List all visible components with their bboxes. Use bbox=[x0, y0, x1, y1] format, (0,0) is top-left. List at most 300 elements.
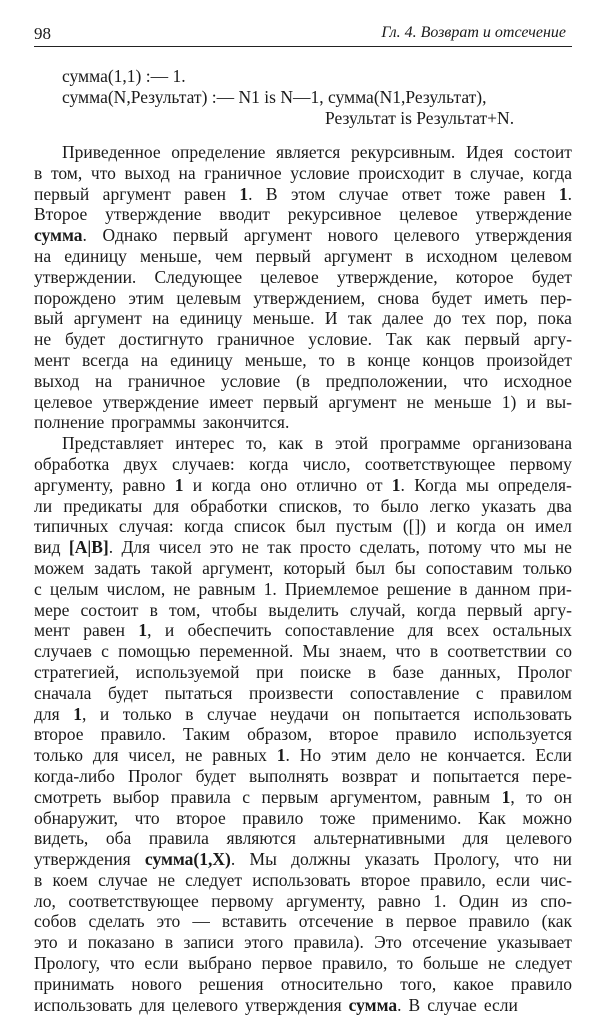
text-line bbox=[34, 620, 572, 641]
word: произвести bbox=[249, 682, 334, 703]
word: целевого bbox=[171, 994, 238, 1015]
word: этой bbox=[335, 433, 369, 454]
word: Как bbox=[478, 807, 506, 828]
word: пока bbox=[537, 308, 572, 329]
text-line bbox=[34, 475, 572, 496]
word: до bbox=[433, 308, 452, 329]
word: что bbox=[109, 953, 135, 974]
word: базе bbox=[392, 661, 424, 682]
text-line bbox=[34, 496, 572, 517]
word: равным bbox=[198, 578, 256, 599]
word: рекурсивное bbox=[287, 204, 382, 225]
word: Если bbox=[535, 745, 572, 766]
word: обнаружит, bbox=[34, 807, 118, 828]
word: утверждение bbox=[102, 391, 200, 412]
word: в bbox=[34, 869, 43, 890]
word: только bbox=[34, 745, 84, 766]
word: когда bbox=[532, 162, 572, 183]
word: равен bbox=[184, 183, 226, 204]
word: нового bbox=[131, 973, 182, 994]
word: 1. bbox=[433, 890, 447, 911]
word: Прологу, bbox=[433, 849, 500, 870]
word: оно bbox=[260, 474, 287, 495]
word: ло, bbox=[34, 890, 56, 911]
word: том, bbox=[50, 162, 83, 183]
word: том, bbox=[169, 599, 201, 620]
word: чем bbox=[214, 245, 243, 266]
text-line bbox=[34, 891, 572, 912]
word: следует bbox=[185, 869, 243, 890]
word: пор, bbox=[496, 308, 528, 329]
word: сопоставление bbox=[284, 620, 395, 641]
word: имеет bbox=[209, 391, 253, 412]
word: исходном bbox=[426, 245, 498, 266]
word: видеть, bbox=[34, 828, 89, 849]
word: в bbox=[367, 661, 377, 682]
word: так bbox=[267, 537, 292, 558]
paragraph bbox=[34, 433, 572, 1015]
text-line bbox=[34, 142, 572, 163]
word: чисел, bbox=[128, 745, 176, 766]
word: дело bbox=[376, 745, 411, 766]
word: помощью bbox=[118, 641, 191, 662]
word: так bbox=[347, 308, 373, 329]
word: сумма(1,X). bbox=[144, 849, 236, 870]
word: в bbox=[429, 641, 439, 662]
word: попытается bbox=[373, 703, 461, 724]
word: который bbox=[283, 557, 346, 578]
word: первому bbox=[211, 890, 274, 911]
word: пере- bbox=[532, 765, 572, 786]
word: вый bbox=[34, 308, 64, 329]
text-line bbox=[34, 911, 572, 932]
bold-term: 1 bbox=[73, 703, 82, 724]
text-line bbox=[34, 745, 572, 766]
word: этим bbox=[330, 745, 367, 766]
word: нового bbox=[327, 225, 379, 246]
text-line bbox=[34, 953, 572, 974]
word: что bbox=[134, 807, 160, 828]
word: для bbox=[34, 703, 60, 724]
word: сумма. bbox=[34, 225, 87, 246]
word: снова bbox=[377, 287, 420, 308]
word: не bbox=[185, 745, 203, 766]
word: оба bbox=[105, 828, 132, 849]
word: целевом bbox=[510, 245, 572, 266]
word: для bbox=[462, 828, 489, 849]
word: Однако bbox=[102, 225, 158, 246]
word: утверждении. bbox=[34, 266, 137, 287]
word: то, bbox=[246, 433, 267, 454]
word: аргумент bbox=[243, 225, 312, 246]
word: этом bbox=[290, 183, 326, 204]
text-line bbox=[34, 454, 572, 475]
word: он bbox=[506, 516, 525, 537]
word: аргументу, bbox=[286, 890, 366, 911]
word: граничное bbox=[217, 329, 295, 350]
word: сумма. bbox=[348, 994, 402, 1015]
word: в bbox=[453, 162, 462, 183]
word: спо- bbox=[540, 890, 572, 911]
text-line bbox=[34, 787, 572, 808]
word: смотреть bbox=[34, 786, 102, 807]
word: правило. bbox=[100, 724, 166, 745]
word: концов bbox=[422, 349, 475, 370]
word: когда bbox=[184, 516, 224, 537]
bold-term: 1 bbox=[558, 183, 568, 204]
bold-term: 1 bbox=[501, 786, 511, 807]
word: что bbox=[463, 370, 489, 391]
word: от bbox=[366, 474, 383, 495]
word: в bbox=[185, 703, 194, 724]
word: на bbox=[178, 162, 196, 183]
word: сопоставим bbox=[425, 557, 513, 578]
word: второе bbox=[329, 724, 379, 745]
word: образом, bbox=[247, 724, 312, 745]
word: мы bbox=[523, 537, 547, 558]
word: иметь bbox=[484, 287, 528, 308]
word: обработка bbox=[34, 453, 110, 474]
text-line bbox=[34, 766, 572, 787]
word: с bbox=[242, 786, 251, 807]
word: решение bbox=[386, 578, 452, 599]
word: мент bbox=[34, 620, 70, 641]
word: 1, bbox=[501, 786, 515, 807]
word: рекурсивным. bbox=[351, 142, 456, 162]
text-line bbox=[34, 704, 572, 725]
word: если bbox=[483, 994, 518, 1015]
text-line bbox=[34, 433, 572, 454]
word: Таким bbox=[183, 724, 231, 745]
word: то bbox=[397, 953, 414, 974]
word: сделать bbox=[88, 911, 145, 932]
word: не bbox=[34, 329, 52, 350]
word: равных bbox=[212, 745, 267, 766]
word: сделать, bbox=[359, 537, 420, 558]
word: что bbox=[395, 641, 421, 662]
word: на bbox=[94, 370, 113, 391]
word: и bbox=[436, 516, 446, 537]
word: можем bbox=[34, 557, 85, 578]
word: утверждения bbox=[475, 225, 572, 246]
word: сопоставление bbox=[349, 682, 460, 703]
word: не bbox=[420, 745, 438, 766]
word: для bbox=[407, 620, 434, 641]
word: будет bbox=[431, 287, 472, 308]
word: первое bbox=[261, 953, 313, 974]
word: показано bbox=[87, 932, 155, 953]
word: определя- bbox=[498, 474, 572, 495]
word: Мы bbox=[249, 849, 277, 870]
word: аргументу, bbox=[34, 474, 114, 495]
word: для bbox=[92, 745, 119, 766]
word: — bbox=[192, 911, 210, 932]
word: первый bbox=[263, 391, 319, 412]
word: и bbox=[192, 474, 203, 495]
word: в bbox=[314, 433, 324, 454]
word: знаем, bbox=[339, 641, 387, 662]
word: являются bbox=[226, 828, 296, 849]
word: чтобы bbox=[211, 599, 258, 620]
word: организована bbox=[472, 433, 572, 454]
word: когда bbox=[211, 474, 251, 495]
word: граничное bbox=[127, 370, 206, 391]
word: выбор bbox=[112, 786, 160, 807]
word: Идея bbox=[465, 142, 504, 162]
text-line bbox=[34, 371, 572, 392]
word: правила bbox=[170, 786, 231, 807]
bold-term: сумма bbox=[34, 225, 83, 246]
word: как bbox=[278, 433, 304, 454]
word: поиске bbox=[300, 661, 352, 682]
word: в bbox=[34, 162, 43, 183]
word: и bbox=[164, 620, 175, 641]
word: соответствующее bbox=[68, 890, 199, 911]
word: условие bbox=[290, 162, 350, 183]
word: аргумент, bbox=[202, 557, 274, 578]
word: состоит bbox=[80, 599, 139, 620]
word: случае bbox=[338, 183, 389, 204]
code-listing bbox=[62, 66, 514, 129]
word: соответствии bbox=[447, 641, 547, 662]
word: переменной. bbox=[199, 641, 294, 662]
word: порождено bbox=[34, 287, 117, 308]
word: коем bbox=[52, 869, 88, 890]
word: имел bbox=[534, 516, 572, 537]
word: с bbox=[101, 641, 109, 662]
word: определение bbox=[171, 142, 266, 162]
word: вставить bbox=[221, 911, 287, 932]
word: при bbox=[256, 661, 284, 682]
word: закончится. bbox=[202, 412, 290, 433]
word: ответ bbox=[401, 183, 442, 204]
text-line bbox=[34, 724, 572, 745]
word: равно bbox=[122, 474, 166, 495]
word: целевое bbox=[260, 266, 319, 287]
word: аргу- bbox=[533, 599, 572, 620]
word: когда bbox=[456, 516, 496, 537]
word: что bbox=[490, 537, 516, 558]
word: ни bbox=[553, 849, 572, 870]
word: предикаты bbox=[63, 495, 143, 516]
text-line bbox=[34, 225, 572, 246]
word: данных, bbox=[440, 661, 501, 682]
code-line: сумма(1,1) :— 1. bbox=[62, 66, 186, 86]
word: просто bbox=[299, 537, 351, 558]
word: первый bbox=[464, 329, 520, 350]
word: Когда bbox=[414, 474, 457, 495]
text-line bbox=[34, 350, 572, 371]
word: правило bbox=[395, 724, 457, 745]
word: можно bbox=[522, 807, 572, 828]
word: правило bbox=[511, 973, 572, 994]
text-line bbox=[34, 600, 572, 621]
page-header bbox=[34, 22, 572, 47]
word: 1. bbox=[558, 183, 572, 204]
word bbox=[175, 475, 184, 496]
word: целевым bbox=[176, 287, 242, 308]
word: В bbox=[408, 994, 421, 1015]
word: не bbox=[157, 869, 175, 890]
word: единицу bbox=[64, 245, 127, 266]
word: должны bbox=[291, 849, 351, 870]
word: отсечение bbox=[412, 932, 487, 953]
word: пытаться bbox=[164, 682, 233, 703]
word: Следующее bbox=[154, 266, 243, 287]
word: обработки bbox=[190, 495, 268, 516]
bold-term: 1 bbox=[174, 474, 184, 495]
word: Так bbox=[385, 329, 413, 350]
text-line bbox=[34, 246, 572, 267]
word: вводит bbox=[219, 204, 270, 225]
text-line bbox=[34, 412, 572, 433]
word: случае bbox=[98, 869, 148, 890]
word: предположении, bbox=[325, 370, 448, 391]
word: утверждение, bbox=[336, 266, 438, 287]
word: аргумент bbox=[324, 245, 393, 266]
word: принимать bbox=[34, 973, 115, 994]
word: происходит bbox=[358, 162, 445, 183]
word: это bbox=[34, 932, 58, 953]
word: чисел bbox=[158, 537, 202, 558]
word: исходное bbox=[503, 370, 572, 391]
word: пустым bbox=[335, 516, 393, 537]
word: Для bbox=[121, 537, 151, 558]
word: того, bbox=[400, 973, 437, 994]
word: всегда bbox=[81, 349, 129, 370]
word: программы bbox=[111, 412, 196, 433]
word: 1. bbox=[239, 183, 253, 204]
word: правила bbox=[148, 828, 209, 849]
text-line bbox=[34, 267, 572, 288]
word: этим bbox=[128, 287, 164, 308]
word: не bbox=[488, 953, 506, 974]
word: он bbox=[553, 786, 572, 807]
word: решения bbox=[199, 973, 264, 994]
word: мент bbox=[34, 349, 70, 370]
word: двух bbox=[123, 453, 158, 474]
word: правило, bbox=[420, 869, 486, 890]
word: чис- bbox=[540, 869, 572, 890]
word: конце bbox=[367, 349, 411, 370]
word: данном bbox=[475, 578, 531, 599]
word: будет bbox=[107, 682, 149, 703]
word: из bbox=[511, 890, 528, 911]
word: Прологу, bbox=[34, 953, 100, 974]
word: правило bbox=[468, 911, 530, 932]
word: Пролог bbox=[128, 765, 183, 786]
word: был bbox=[296, 516, 326, 537]
word: Мы bbox=[302, 641, 330, 662]
word: всех bbox=[446, 620, 480, 641]
bold-term: [A|B] bbox=[68, 537, 109, 558]
word: если bbox=[495, 869, 531, 890]
word: он bbox=[342, 703, 361, 724]
word: Приемлемое bbox=[284, 578, 379, 599]
word: меньше, bbox=[139, 245, 202, 266]
code-line: сумма(N,Результат) :— N1 is N—1, сумма(N1,Результат), bbox=[62, 87, 487, 107]
word: случае, bbox=[470, 162, 524, 183]
word: равен bbox=[83, 620, 126, 641]
word: если bbox=[144, 953, 179, 974]
word: указать bbox=[364, 849, 420, 870]
word: в bbox=[149, 599, 158, 620]
text-line bbox=[34, 870, 572, 891]
word: (в bbox=[295, 370, 311, 391]
word: типичных bbox=[34, 516, 109, 537]
text-line bbox=[34, 579, 572, 600]
word: правило, bbox=[322, 953, 388, 974]
text-line bbox=[34, 204, 572, 225]
word: меньше. bbox=[252, 308, 315, 329]
word: потому bbox=[428, 537, 482, 558]
word: не bbox=[554, 537, 572, 558]
text-line bbox=[34, 662, 572, 683]
word: равно bbox=[377, 890, 421, 911]
word: возврат bbox=[341, 765, 398, 786]
word: второе bbox=[34, 724, 84, 745]
word: применимо. bbox=[372, 807, 462, 828]
text-line bbox=[34, 288, 572, 309]
word: вид bbox=[34, 537, 61, 558]
word: использовать bbox=[34, 994, 133, 1015]
text-line bbox=[34, 537, 572, 558]
word: это bbox=[156, 911, 181, 932]
word: целевое bbox=[399, 204, 458, 225]
text-line bbox=[34, 828, 572, 849]
word: отсечение bbox=[298, 911, 374, 932]
word: использовать bbox=[473, 703, 572, 724]
word: указать bbox=[481, 495, 536, 516]
word: условие. bbox=[308, 329, 373, 350]
word: на bbox=[140, 349, 159, 370]
word: 1) bbox=[501, 391, 517, 412]
word: только bbox=[522, 557, 572, 578]
word: в bbox=[385, 911, 394, 932]
word: это bbox=[209, 537, 234, 558]
word: мы bbox=[466, 474, 489, 495]
word: выбрано bbox=[188, 953, 252, 974]
word: выполнять bbox=[248, 765, 329, 786]
word: пер- bbox=[540, 287, 572, 308]
word: меньше bbox=[434, 391, 492, 412]
word: с bbox=[34, 578, 42, 599]
word: используемой bbox=[135, 661, 240, 682]
word: в bbox=[164, 932, 174, 953]
word: в bbox=[405, 245, 414, 266]
word: второе bbox=[360, 869, 411, 890]
word: равным bbox=[433, 786, 491, 807]
word: Это bbox=[374, 932, 402, 953]
word: равен bbox=[503, 183, 546, 204]
word: обеспечить bbox=[187, 620, 272, 641]
word: выделить bbox=[268, 599, 339, 620]
word: не bbox=[173, 578, 191, 599]
word: число, bbox=[302, 453, 351, 474]
text-line bbox=[34, 516, 572, 537]
word: задать bbox=[94, 557, 141, 578]
word: выход bbox=[34, 370, 80, 391]
word: попытается bbox=[433, 765, 520, 786]
word: которое bbox=[455, 266, 514, 287]
text-line bbox=[34, 849, 572, 870]
word: целевого bbox=[393, 225, 460, 246]
word: собов bbox=[34, 911, 77, 932]
word: 1. bbox=[391, 474, 405, 495]
word: И bbox=[324, 308, 338, 329]
word: утверждения bbox=[245, 994, 342, 1015]
word: ([]) bbox=[402, 516, 427, 537]
